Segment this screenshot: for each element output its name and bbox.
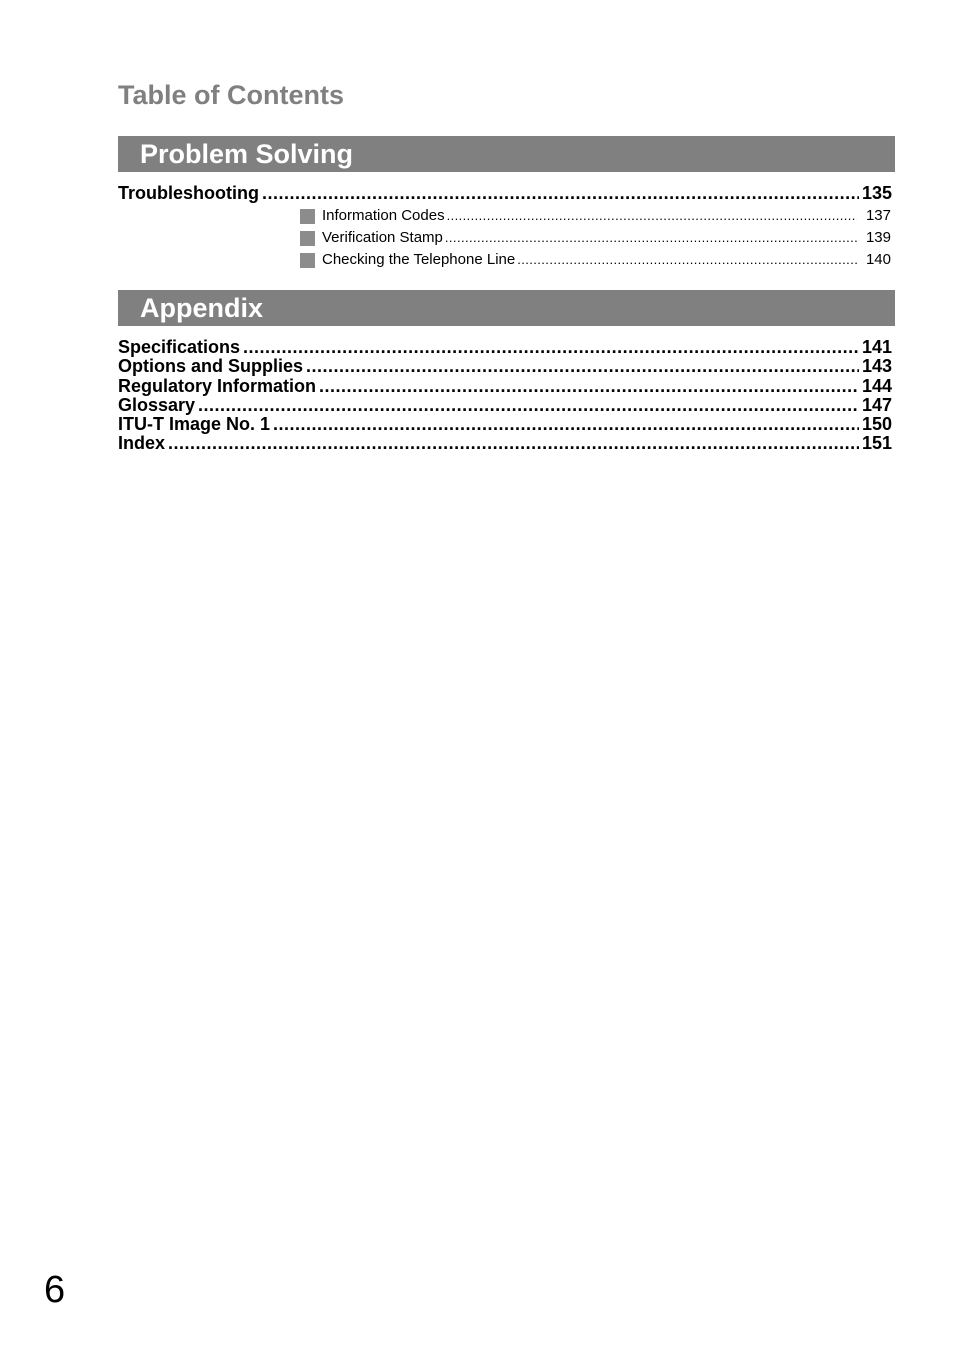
dot-leader	[306, 356, 859, 376]
toc-entry-glossary[interactable]	[118, 395, 892, 415]
square-bullet-icon	[300, 209, 315, 224]
toc-entry-options-and-supplies[interactable]	[118, 356, 892, 376]
toc-entry-itu-t-image[interactable]	[118, 414, 892, 434]
toc-entry-label: Specifications	[118, 337, 241, 357]
toc-entry-page: 143	[861, 356, 892, 376]
toc-entry-page: 141	[861, 337, 892, 357]
square-bullet-icon	[300, 253, 315, 268]
page-title: Table of Contents	[118, 80, 344, 110]
toc-entry-troubleshooting[interactable]	[118, 183, 892, 203]
toc-subentry-label: Checking the Telephone Line	[322, 251, 516, 268]
toc-entry-page: 135	[861, 183, 892, 203]
toc-entry-label: Regulatory Information	[118, 376, 317, 396]
dot-leader	[319, 376, 859, 396]
section-heading-problem-solving: Problem Solving	[118, 136, 895, 172]
toc-entry-label: Troubleshooting	[118, 183, 259, 203]
toc-subentry-label: Verification Stamp	[322, 229, 443, 246]
toc-subentry-label: Information Codes	[322, 207, 445, 224]
toc-entry-regulatory-information[interactable]	[118, 376, 892, 396]
dot-leader	[517, 250, 857, 270]
dot-leader	[168, 433, 859, 453]
toc-entry-label: ITU-T Image No. 1	[118, 414, 271, 434]
toc-subentry-page: 139	[865, 229, 891, 246]
toc-entry-page: 150	[861, 414, 892, 434]
toc-entry-index[interactable]	[118, 433, 892, 453]
toc-entry-specifications[interactable]	[118, 337, 892, 357]
toc-subentry-page: 140	[865, 251, 891, 268]
dot-leader	[273, 414, 859, 434]
dot-leader	[198, 395, 859, 415]
toc-subentry-verification-stamp[interactable]	[300, 228, 891, 248]
page-number: 6	[44, 1269, 66, 1311]
toc-entry-page: 151	[861, 433, 892, 453]
toc-subentry-checking-telephone-line[interactable]	[300, 250, 891, 270]
toc-subentry-page: 137	[865, 207, 891, 224]
toc-entry-page: 144	[861, 376, 892, 396]
section-heading-appendix: Appendix	[118, 290, 895, 326]
toc-entry-label: Options and Supplies	[118, 356, 304, 376]
square-bullet-icon	[300, 231, 315, 246]
toc-entry-label: Glossary	[118, 395, 196, 415]
dot-leader	[445, 228, 857, 248]
dot-leader	[262, 183, 859, 203]
dot-leader	[447, 206, 857, 226]
toc-subentry-information-codes[interactable]	[300, 206, 891, 226]
dot-leader	[243, 337, 859, 357]
toc-entry-page: 147	[861, 395, 892, 415]
toc-entry-label: Index	[118, 433, 166, 453]
